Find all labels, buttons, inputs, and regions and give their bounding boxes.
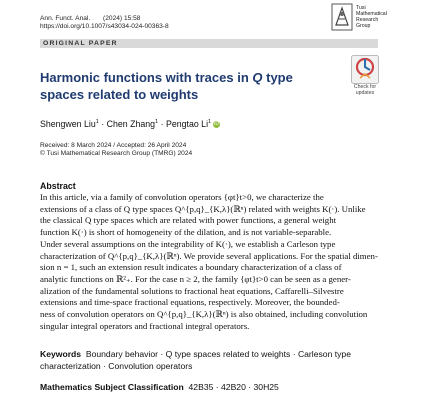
publication-dates xyxy=(40,142,192,158)
publisher-line: Mathematical xyxy=(356,11,387,18)
abstract-line: alization of the fundamental solutions to fractional heat equations, Caffarelli–Silvestre xyxy=(40,285,344,296)
author-affiliation: 1 xyxy=(208,119,212,126)
abstract-body xyxy=(40,192,378,332)
check-updates-line: Check for xyxy=(353,84,377,90)
abstract-line: sion n = 1, such an extension result indicates a boundary characterization of a class of xyxy=(40,262,342,273)
publisher-line: Tusi xyxy=(356,5,366,11)
abstract-line: characterization of Q^{p,q}_{K,λ}(ℝⁿ). We provide several applications. For the spatial dimen- xyxy=(40,250,378,261)
abstract-line: ness of convolution operators on Q^{p,q}_{K,λ}(ℝⁿ) is also obtained, including convolution xyxy=(40,309,368,320)
abstract-line: function K(·) is short of homogeneity of the dilation, and is not variable-separable. xyxy=(40,227,332,238)
title-part: type spaces related to weights xyxy=(40,70,293,102)
abstract-line: extensions of a class of Q type spaces Q^{p,q}_{K,λ}(ℝⁿ) related with weights K(·). Unlike xyxy=(40,203,366,214)
section-label: ORIGINAL PAPER xyxy=(43,40,118,47)
author-affiliation: 1 xyxy=(95,119,99,126)
journal-name: Ann. Funct. Anal. xyxy=(40,15,91,22)
msc-classification xyxy=(40,382,279,392)
abstract-line: Under several assumptions on the integrability of K(·), we establish a Carleson type xyxy=(40,238,336,249)
title-q: Q xyxy=(252,70,263,85)
publisher-line: Group xyxy=(356,23,371,30)
abstract-line: singular integral operators and fractional integral operators. xyxy=(40,320,250,331)
author-name[interactable]: Shengwen Liu xyxy=(40,119,96,129)
author-name[interactable]: Pengtao Li xyxy=(165,119,209,129)
author-list xyxy=(40,119,220,129)
author-separator: · xyxy=(158,119,166,129)
abstract-line: In this article, via a family of convolution operators {φt}t>0, we characterize the xyxy=(40,192,324,202)
author-separator: · xyxy=(98,119,107,129)
msc-codes: 42B35 · 42B20 · 30H25 xyxy=(188,382,279,392)
tusi-logo-icon xyxy=(331,3,353,31)
keywords-text: Boundary behavior · Q type spaces related to weights · Carleson type characterization · Convolution operators xyxy=(40,349,351,371)
msc-label: Mathematics Subject Classification xyxy=(40,382,184,392)
received-accepted: Received: 8 March 2024 / Accepted: 26 April 2024 xyxy=(40,142,187,149)
title-part: Harmonic functions with traces in xyxy=(40,70,253,85)
volume-page: (2024) 15:58 xyxy=(103,15,141,22)
check-for-updates-label[interactable] xyxy=(348,84,382,96)
copyright-notice: © Tusi Mathematical Research Group (TMRG) 2024 xyxy=(40,150,193,158)
check-for-updates-icon[interactable] xyxy=(351,55,379,84)
abstract-heading: Abstract xyxy=(40,181,76,191)
orcid-icon[interactable]: iD xyxy=(214,121,219,128)
abstract-line: analytic functions on ℝ²₊. For the case n ≥ 2, the family {φt}t>0 can be seen as a gener- xyxy=(40,273,351,284)
publisher-line: Research xyxy=(356,17,379,24)
abstract-line: extensions and time-space fractional equations, respectively. Moreover, the bounded- xyxy=(40,297,340,308)
keywords xyxy=(40,348,378,372)
author-name[interactable]: Chen Zhang xyxy=(106,119,156,129)
keywords-label: Keywords xyxy=(40,349,82,359)
journal-header xyxy=(40,15,169,31)
article-title xyxy=(40,70,330,103)
author-affiliation: 1 xyxy=(155,119,159,126)
check-updates-line: updates xyxy=(355,90,375,96)
abstract-line: the classical Q type spaces which are related with power functions, a general weight xyxy=(40,215,337,226)
publisher-name xyxy=(356,5,387,29)
doi-link[interactable]: https://doi.org/10.1007/s43034-024-00363-8 xyxy=(40,23,169,30)
